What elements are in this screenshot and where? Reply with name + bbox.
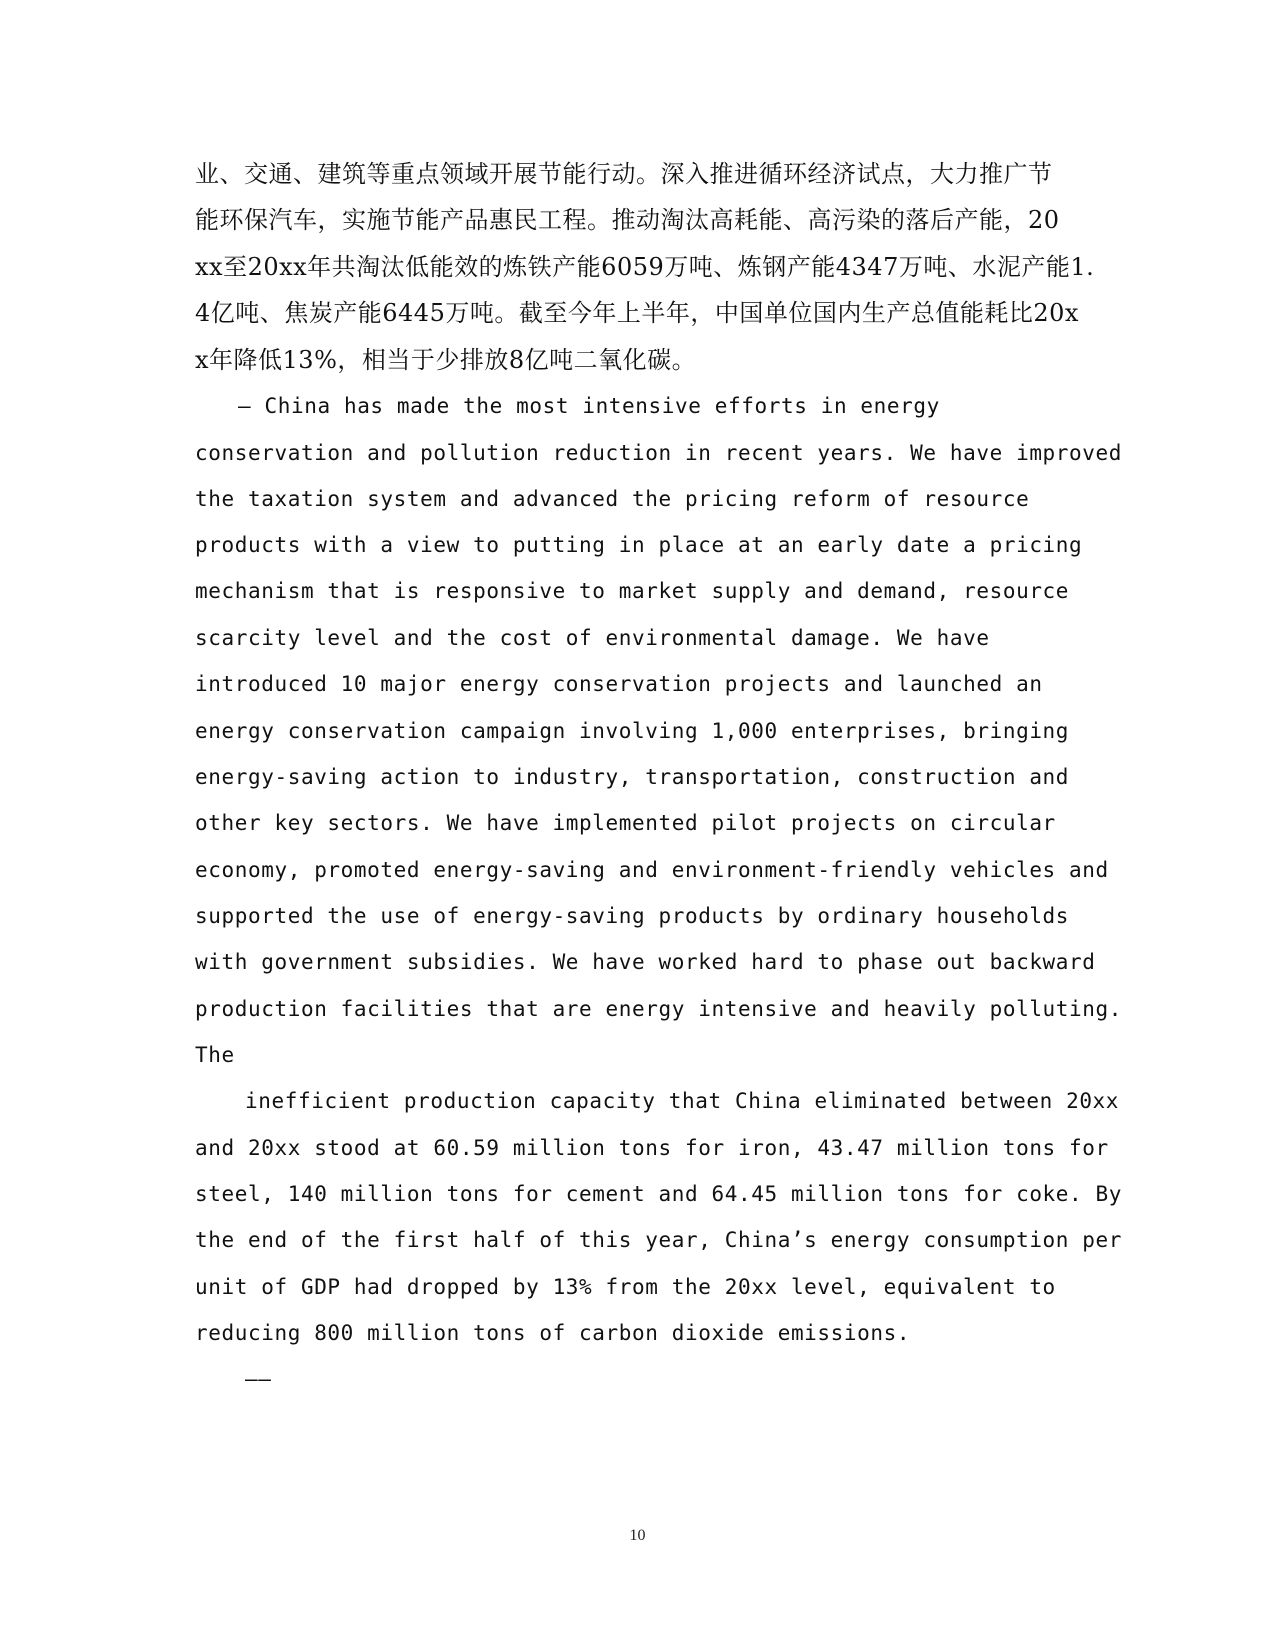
english-text-line: introduced 10 major energy conservation projects and launched an [195, 672, 1043, 696]
english-text-line: other key sectors. We have implemented pilot projects on circular [195, 811, 1056, 835]
english-text-line: inefficient production capacity that China eliminated between 20xx [245, 1089, 1120, 1113]
english-text-line: with government subsidies. We have worked hard to phase out backward [195, 950, 1096, 974]
english-text-line: production facilities that are energy intensive and heavily polluting. [195, 997, 1123, 1021]
chinese-text-line: 能环保汽车，实施节能产品惠民工程。推动淘汰高耗能、高污染的落后产能，20 [195, 206, 1060, 234]
english-text-line: steel, 140 million tons for cement and 64.45 million tons for coke. By [195, 1182, 1123, 1206]
english-text-line: unit of GDP had dropped by 13% from the 20xx level, equivalent to [195, 1275, 1056, 1299]
english-text-line: supported the use of energy-saving products by ordinary households [195, 904, 1070, 928]
english-text-line: scarcity level and the cost of environmental damage. We have [195, 626, 990, 650]
page-number: 10 [629, 1527, 646, 1544]
trailing-dash: —— [245, 1367, 272, 1391]
english-text-line: — China has made the most intensive efforts in energy [238, 394, 940, 418]
english-text-line: economy, promoted energy-saving and environment-friendly vehicles and [195, 858, 1109, 882]
english-text-line: conservation and pollution reduction in recent years. We have improved [195, 441, 1123, 465]
english-text-line: energy-saving action to industry, transportation, construction and [195, 765, 1070, 789]
chinese-text-line: xx至20xx年共淘汰低能效的炼铁产能6059万吨、炼钢产能4347万吨、水泥产能1. [195, 253, 1095, 281]
chinese-text-line: 业、交通、建筑等重点领域开展节能行动。深入推进循环经济试点，大力推广节 [195, 160, 1053, 188]
english-text-line: products with a view to putting in place at an early date a pricing [195, 533, 1083, 557]
english-text-line: the taxation system and advanced the pricing reform of resource [195, 487, 1030, 511]
chinese-text-line: 4亿吨、焦炭产能6445万吨。截至今年上半年，中国单位国内生产总值能耗比20x [195, 299, 1079, 327]
english-text-line: mechanism that is responsive to market supply and demand, resource [195, 579, 1070, 603]
english-text-line: energy conservation campaign involving 1,000 enterprises, bringing [195, 719, 1070, 743]
chinese-text-line: x年降低13%，相当于少排放8亿吨二氧化碳。 [195, 346, 697, 374]
english-text-line: reducing 800 million tons of carbon dioxide emissions. [195, 1321, 911, 1345]
english-text-line: the end of the first half of this year, China’s energy consumption per [195, 1228, 1123, 1252]
english-text-line: and 20xx stood at 60.59 million tons for iron, 43.47 million tons for [195, 1136, 1109, 1160]
english-text-line: The [195, 1043, 235, 1067]
